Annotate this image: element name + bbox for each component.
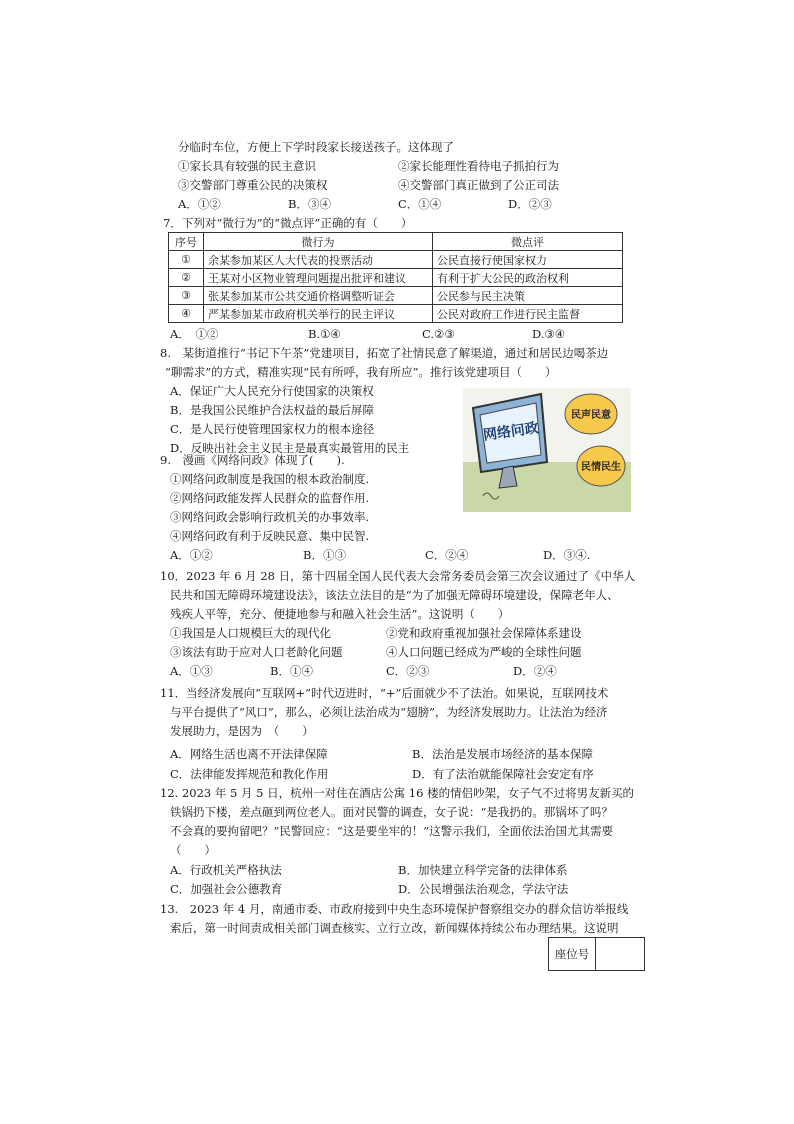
q7-table: [168, 232, 623, 323]
q9-item-2: ②网络问政能发挥人民群众的监督作用.: [170, 491, 370, 505]
q10-item-4: ④人口问题已经成为严峻的全球性问题: [386, 645, 582, 659]
q9-option-c: C．②④: [425, 548, 469, 562]
q8-option-d: D．反映出社会主义民主是最真实最管用的民主: [170, 441, 410, 455]
seat-number-label: 座位号: [549, 938, 596, 970]
q10-option-c: C．②③: [386, 664, 430, 678]
q9-item-1: ①网络问政制度是我国的根本政治制度.: [170, 472, 370, 486]
q13-line-1: 13. 2023 年 4 月，南通市委、市政府接到中央生态环境保护督察组交办的群众信访举报线: [160, 902, 629, 916]
q12-line-4: （ ）: [170, 843, 216, 857]
q6-item-4: ④交警部门真正做到了公正司法: [398, 178, 559, 192]
q9-option-a: A．①②: [170, 548, 213, 562]
q9-item-4: ④网络问政有利于反映民意、集中民智.: [170, 529, 370, 543]
q10-option-a: A．①③: [170, 664, 213, 678]
table-header-row: [169, 233, 623, 251]
q7-option-d: D.③④: [532, 327, 566, 341]
table-cell: 严某参加某市政府机关举行的民主评议: [204, 305, 433, 323]
column-header: 微行为: [204, 233, 433, 251]
q11-option-b: B．法治是发展市场经济的基本保障: [412, 747, 593, 761]
q9-item-3: ③网络问政会影响行政机关的办事效率.: [170, 510, 370, 524]
table-row: [169, 269, 623, 287]
q10-line-3: 残疾人平等，充分、便捷地参与和融入社会生活”。这说明（ ）: [170, 607, 510, 621]
q12-line-1: 12. 2023 年 5 月 5 日，杭州一对住在酒店公寓 16 楼的情侣吵架，女子气不过将男友新买的: [160, 786, 635, 800]
q6-option-b: B．③④: [288, 197, 331, 211]
q11-option-c: C．法律能发挥规范和教化作用: [170, 767, 329, 781]
q12-option-d: D．公民增强法治观念，学法守法: [398, 882, 569, 896]
q11-line-2: 与平台提供了“风口”，那么，必须让法治成为“翅膀”，为经济发展助力。让法治为经济: [170, 705, 608, 719]
table-cell: 张某参加某市公共交通价格调整听证会: [204, 287, 433, 305]
q8-option-c: C．是人民行使管理国家权力的根本途径: [170, 422, 375, 436]
q12-line-3: 不会真的要拘留吧？”民警回应：“这是要坐牢的！”这警示我们，全面依法治国尤其需要: [170, 824, 614, 838]
table-row: [169, 287, 623, 305]
q9-option-d: D．③④.: [543, 548, 591, 562]
table-row: [169, 251, 623, 269]
table-cell: ④: [169, 305, 204, 323]
q10-option-b: B．①④: [270, 664, 313, 678]
q6-item-1: ①家长具有较强的民主意识: [178, 159, 316, 173]
table-cell: 公民对政府工作进行民主监督: [433, 305, 623, 323]
cartoon-image: [463, 388, 631, 512]
q10-item-3: ③该法有助于应对人口老龄化问题: [170, 645, 343, 659]
q10-line-2: 民共和国无障碍环境建设法》，该法立法目的是“为了加强无障碍环境建设，保障老年人、: [170, 588, 619, 602]
q8-option-b: B．是我国公民维护合法权益的最后屏障: [170, 403, 374, 417]
q10-item-2: ②党和政府重视加强社会保障体系建设: [386, 626, 582, 640]
q6-item-3: ③交警部门尊重公民的决策权: [178, 178, 328, 192]
column-header: 微点评: [433, 233, 623, 251]
table-cell: 公民参与民主决策: [433, 287, 623, 305]
cartoon-bubble-1: 民声民意: [571, 410, 611, 421]
table-cell: 公民直接行使国家权力: [433, 251, 623, 269]
table-row: [169, 305, 623, 323]
q6-option-a: A．①②: [178, 197, 221, 211]
cartoon-screen-text: 网络问政: [482, 420, 540, 444]
q7-option-a: A． ①②: [170, 327, 219, 341]
table-cell: 有利于扩大公民的政治权利: [433, 269, 623, 287]
q6-option-d: D．②③: [508, 197, 552, 211]
q12-option-a: A．行政机关严格执法: [170, 863, 282, 877]
q7-option-c: C.②③: [422, 327, 455, 341]
q6-option-c: C．①④: [398, 197, 442, 211]
q11-option-a: A．网络生活也离不开法律保障: [170, 747, 328, 761]
q12-line-2: 铁锅扔下楼，差点砸到两位老人。面对民警的调查，女子说：“是我扔的。那锅坏了吗？: [170, 805, 613, 819]
q10-item-1: ①我国是人口规模巨大的现代化: [170, 626, 331, 640]
q12-option-c: C．加强社会公德教育: [170, 882, 283, 896]
q7-option-b: B.①④: [308, 327, 341, 341]
q10-option-d: D．②④: [513, 664, 557, 678]
q8-option-a: A．保证广大人民充分行使国家的决策权: [170, 384, 374, 398]
table-cell: ①: [169, 251, 204, 269]
q9-stem: 9. 漫画《网络问政》体现了( ).: [160, 453, 345, 467]
q13-line-2: 索后，第一时间责成相关部门调查核实、立行立改，新闻媒体持续公布办理结果。这说明: [170, 921, 619, 935]
q6-item-2: ②家长能理性看待电子抓拍行为: [398, 159, 559, 173]
table-cell: ②: [169, 269, 204, 287]
q11-line-1: 11．当经济发展向“互联网+”时代迈进时，“+”后面就少不了法治。如果说，互联网技术: [160, 686, 609, 700]
seat-number-box: [548, 937, 645, 971]
q8-line-2: “聊需求”的方式，精准实现“民有所呼，我有所应”。推行该党建项目（ ）: [165, 365, 557, 379]
q11-option-d: D．有了法治就能保障社会安定有序: [412, 767, 594, 781]
table-cell: 余某参加某区人大代表的投票活动: [204, 251, 433, 269]
q12-option-b: B．加快建立科学完备的法律体系: [398, 863, 568, 877]
column-header: 序号: [169, 233, 204, 251]
q11-line-3: 发展助力，是因为 （ ）: [170, 724, 314, 738]
table-cell: ③: [169, 287, 204, 305]
seat-number-field[interactable]: [596, 938, 644, 970]
q9-option-b: B．①③: [303, 548, 346, 562]
q8-line-1: 8. 某街道推行“书记下午茶”党建项目，拓宽了社情民意了解渠道，通过和居民边喝茶边: [160, 346, 609, 360]
q6-line: 分临时车位，方便上下学时段家长接送孩子。这体现了: [178, 140, 454, 154]
q10-line-1: 10．2023 年 6 月 28 日，第十四届全国人民代表大会常务委员会第三次会议通过了《中华人: [160, 569, 636, 583]
q7-stem: 7．下列对“微行为”的“微点评”正确的有（ ）: [163, 216, 413, 230]
table-cell: 王某对小区物业管理问题提出批评和建议: [204, 269, 433, 287]
cartoon-bubble-2: 民情民生: [581, 462, 621, 473]
